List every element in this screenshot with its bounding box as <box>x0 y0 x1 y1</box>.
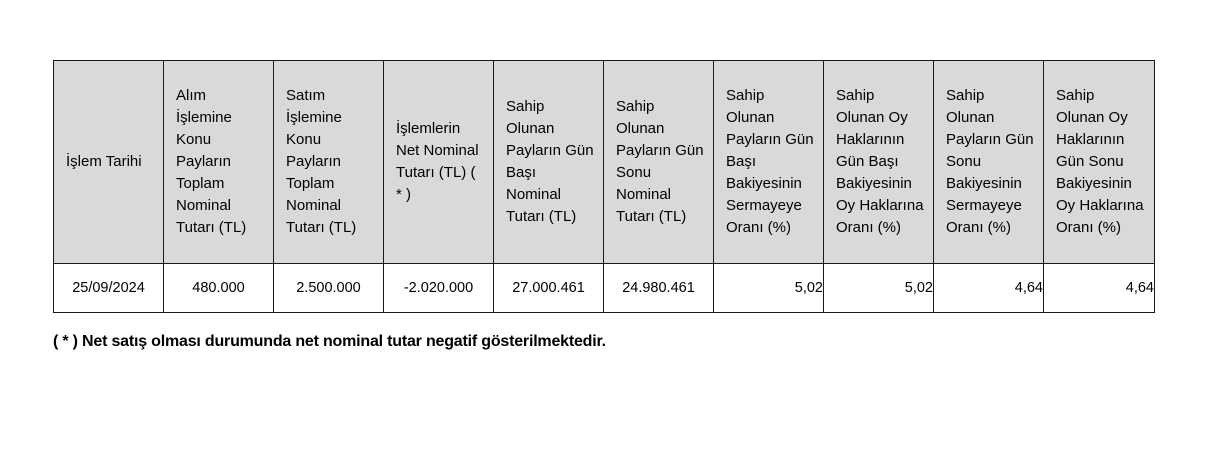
header-start-nominal: Sahip Olunan Payların Gün Başı Nominal Tutarı (TL) <box>494 61 604 264</box>
cell-start-capital-ratio: 5,02 <box>714 264 824 313</box>
header-end-capital-ratio: Sahip Olunan Payların Gün Sonu Bakiyesinin Sermayeye Oranı (%) <box>934 61 1044 264</box>
cell-start-nominal: 27.000.461 <box>494 264 604 313</box>
cell-transaction-date: 25/09/2024 <box>54 264 164 313</box>
footnote: ( * ) Net satış olması durumunda net nominal tutar negatif gösterilmektedir. <box>53 333 606 350</box>
header-end-voting-ratio: Sahip Olunan Oy Haklarının Gün Sonu Bakiyesinin Oy Haklarına Oranı (%) <box>1044 61 1155 264</box>
header-purchase-nominal: Alım İşlemine Konu Payların Toplam Nominal Tutarı (TL) <box>164 61 274 264</box>
share-transactions-table <box>53 60 1155 313</box>
header-end-nominal: Sahip Olunan Payların Gün Sonu Nominal Tutarı (TL) <box>604 61 714 264</box>
header-net-nominal: İşlemlerin Net Nominal Tutarı (TL) ( * ) <box>384 61 494 264</box>
cell-net-nominal: -2.020.000 <box>384 264 494 313</box>
cell-purchase-nominal: 480.000 <box>164 264 274 313</box>
cell-start-voting-ratio: 5,02 <box>824 264 934 313</box>
header-start-voting-ratio: Sahip Olunan Oy Haklarının Gün Başı Bakiyesinin Oy Haklarına Oranı (%) <box>824 61 934 264</box>
cell-end-nominal: 24.980.461 <box>604 264 714 313</box>
header-sale-nominal: Satım İşlemine Konu Payların Toplam Nominal Tutarı (TL) <box>274 61 384 264</box>
header-start-capital-ratio: Sahip Olunan Payların Gün Başı Bakiyesinin Sermayeye Oranı (%) <box>714 61 824 264</box>
cell-sale-nominal: 2.500.000 <box>274 264 384 313</box>
table-header-row <box>54 61 1155 264</box>
cell-end-voting-ratio: 4,64 <box>1044 264 1155 313</box>
header-transaction-date: İşlem Tarihi <box>54 61 164 264</box>
table-row <box>54 264 1155 313</box>
cell-end-capital-ratio: 4,64 <box>934 264 1044 313</box>
